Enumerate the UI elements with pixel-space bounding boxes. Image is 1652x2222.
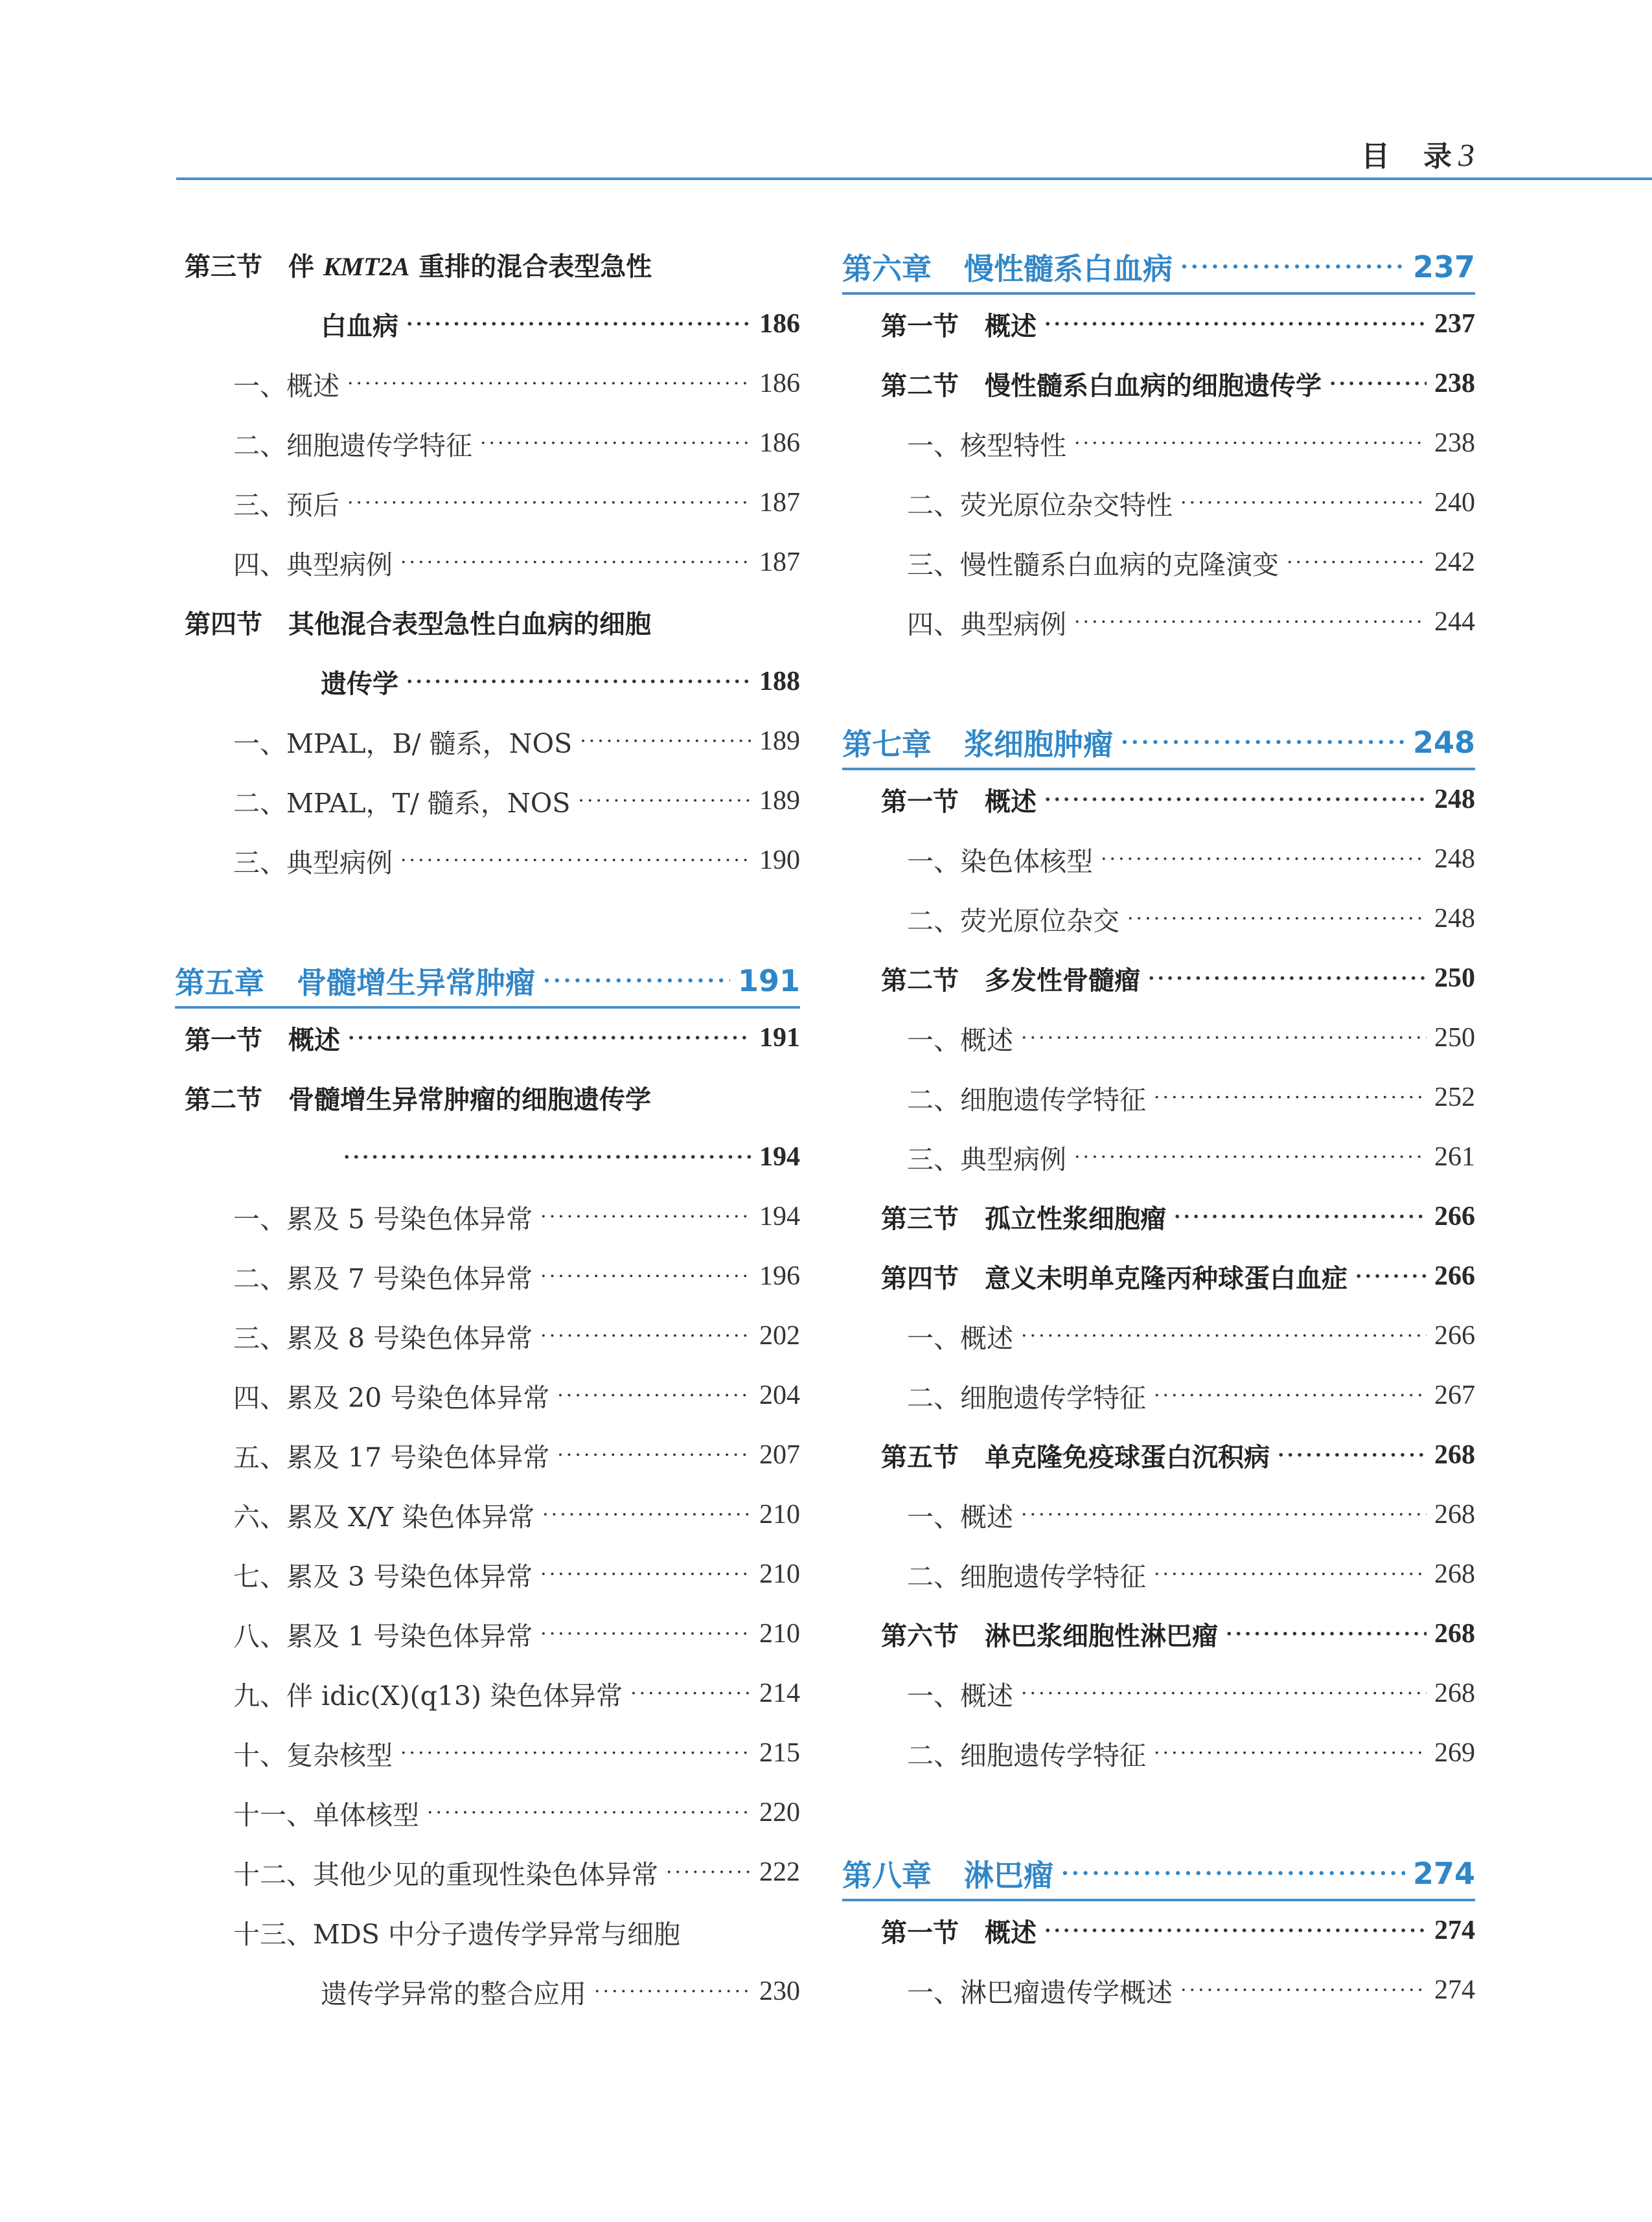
toc-ch7-section-2[interactable] — [881, 956, 1475, 1001]
page-number: 191 — [759, 1023, 800, 1053]
leader-dots — [542, 1504, 751, 1526]
entry-title: 一、核型特性 — [907, 430, 1066, 461]
toc-ch6-section-1[interactable] — [881, 301, 1475, 347]
leader-dots — [1044, 313, 1427, 336]
page-number: 268 — [1434, 1559, 1475, 1589]
leader-dots — [1180, 1979, 1427, 2002]
leader-dots — [630, 1682, 751, 1705]
page-number: 238 — [1434, 428, 1475, 458]
leader-dots — [543, 968, 730, 994]
page-number: 186 — [759, 309, 800, 339]
leader-dots — [400, 849, 751, 872]
page-number: 238 — [1434, 369, 1475, 398]
entry-label: 第一节 — [881, 1918, 959, 1948]
leader-dots — [427, 1802, 751, 1824]
toc-ch7-section-1[interactable] — [881, 777, 1475, 822]
entry-title: 二、细胞遗传学特征 — [907, 1084, 1146, 1116]
page-number: 266 — [1434, 1202, 1475, 1231]
leader-dots — [557, 1444, 751, 1467]
toc-item[interactable] — [233, 1492, 800, 1537]
entry-title: 一、染色体核型 — [907, 845, 1093, 877]
leader-dots — [1021, 1027, 1427, 1049]
toc-chapter-8[interactable] — [842, 1848, 1475, 1901]
toc-item[interactable] — [907, 1552, 1475, 1597]
leader-dots — [1154, 1563, 1427, 1586]
page-number: 248 — [1434, 844, 1475, 874]
leader-dots — [580, 730, 751, 753]
page-number: 210 — [759, 1500, 800, 1529]
leader-dots — [557, 1384, 751, 1407]
entry-title: 遗传学异常的整合应用 — [321, 1978, 586, 2010]
entry-title: 二、荧光原位杂交特性 — [907, 489, 1173, 521]
page-number: 274 — [1412, 1856, 1475, 1891]
page-number: 242 — [1434, 547, 1475, 577]
entry-title: 二、累及 7 号染色体异常 — [233, 1263, 533, 1294]
leader-dots — [1355, 1265, 1427, 1288]
leader-dots — [1021, 1504, 1427, 1526]
entry-title: 三、典型病例 — [233, 847, 393, 878]
leader-dots — [1074, 1146, 1427, 1169]
entry-title: 九、伴 idic(X)(q13) 染色体异常 — [233, 1680, 623, 1712]
entry-title: 第七章 浆细胞肿瘤 — [842, 727, 1113, 762]
entry-title: 三、典型病例 — [907, 1143, 1066, 1175]
page-number: 230 — [759, 1976, 800, 2006]
toc-ch8-section-1[interactable] — [881, 1908, 1475, 1953]
page-number: 250 — [1434, 963, 1475, 993]
entry-label: 第一节 — [881, 311, 959, 341]
leader-dots — [666, 1861, 751, 1884]
leader-dots — [400, 1742, 751, 1765]
toc-item[interactable] — [907, 420, 1475, 466]
leader-dots — [1121, 729, 1405, 755]
entry-title: 四、典型病例 — [907, 608, 1066, 640]
toc-item[interactable] — [233, 1313, 800, 1358]
page-number: 186 — [759, 428, 800, 458]
entry-label: 第一节 — [185, 1025, 262, 1055]
entry-title: 二、荧光原位杂交 — [907, 905, 1119, 937]
toc-ch7-section-6[interactable] — [881, 1611, 1475, 1656]
leader-dots — [347, 492, 751, 514]
page-number: 268 — [1434, 1678, 1475, 1708]
entry-title: 第三节 孤立性浆细胞瘤 — [881, 1204, 1166, 1234]
page-number: 190 — [759, 845, 800, 875]
page-number: 186 — [759, 369, 800, 398]
entry-title: 第一节 概述 — [881, 311, 1037, 341]
entry-title: 第四节 其他混合表型急性白血病的细胞 — [185, 609, 651, 639]
entry-title: 一、累及 5 号染色体异常 — [233, 1203, 533, 1235]
leader-dots — [1021, 1682, 1427, 1705]
toc-item[interactable] — [233, 1850, 800, 1895]
entry-title: 二、MPAL，T/ 髓系，NOS — [233, 787, 571, 819]
entry-title: 一、MPAL，B/ 髓系，NOS — [233, 727, 573, 759]
page-number: 194 — [759, 1142, 800, 1172]
entry-title: 六、累及 X/Y 染色体异常 — [233, 1501, 535, 1533]
entry-title: 白血病 — [321, 311, 398, 341]
toc-chapter-6[interactable] — [842, 242, 1475, 295]
entry-title: 第一节 概述 — [185, 1025, 340, 1055]
toc-chapter-5[interactable] — [175, 956, 800, 1009]
toc-item[interactable] — [907, 1313, 1475, 1358]
page-number: 215 — [759, 1738, 800, 1768]
entry-title: 第五节 单克隆免疫球蛋白沉积病 — [881, 1442, 1270, 1472]
leader-dots — [1148, 967, 1427, 990]
toc-item[interactable] — [907, 836, 1475, 882]
page-number: 267 — [1434, 1380, 1475, 1410]
page-number: 222 — [759, 1857, 800, 1887]
toc-ch7-section-5[interactable] — [881, 1432, 1475, 1478]
toc-item[interactable] — [233, 1611, 800, 1656]
page-number: 274 — [1434, 1916, 1475, 1945]
gene-name: KMT2A — [323, 251, 410, 281]
entry-title: 遗传学 — [321, 669, 398, 699]
leader-dots — [1180, 254, 1405, 280]
entry-title: 第一节 概述 — [881, 786, 1037, 817]
entry-title: 一、概述 — [907, 1322, 1013, 1354]
page-number: 248 — [1412, 725, 1475, 760]
section-label: 第三节 — [185, 251, 262, 282]
entry-title: 第二节 慢性髓系白血病的细胞遗传学 — [881, 371, 1322, 401]
toc-ch7-section-4[interactable] — [881, 1254, 1475, 1299]
leader-dots — [1226, 1623, 1427, 1645]
leader-dots — [1101, 848, 1427, 871]
toc-item[interactable] — [907, 1134, 1475, 1180]
entry-title: 二、细胞遗传学特征 — [907, 1739, 1146, 1771]
page-number: 269 — [1434, 1738, 1475, 1768]
entry-title: 四、累及 20 号染色体异常 — [233, 1382, 550, 1414]
page-number: 266 — [1434, 1321, 1475, 1351]
toc-item[interactable] — [907, 599, 1475, 645]
leader-dots — [1044, 1919, 1427, 1942]
entry-title: 第三节 伴 KMT2A 重排的混合表型急性 — [185, 251, 652, 282]
entry-label: 第六章 — [842, 251, 932, 286]
entry-title: 四、典型病例 — [233, 549, 393, 580]
leader-dots — [347, 372, 751, 395]
leader-dots — [578, 790, 751, 812]
toc-item[interactable] — [907, 896, 1475, 941]
toc-ch5-section-1[interactable] — [185, 1015, 800, 1060]
entry-title: 十三、MDS 中分子遗传学异常与细胞 — [233, 1918, 680, 1950]
toc-item[interactable] — [233, 1909, 800, 1954]
toc-item[interactable] — [907, 1967, 1475, 2013]
entry-title: 一、淋巴瘤遗传学概述 — [907, 1976, 1173, 2008]
entry-label: 第八章 — [842, 1858, 932, 1893]
entry-title: 第六章 慢性髓系白血病 — [842, 251, 1173, 286]
page-number: 240 — [1434, 488, 1475, 518]
page-number: 202 — [759, 1321, 800, 1351]
toc-item-cont[interactable] — [321, 1969, 800, 2014]
leader-dots — [406, 313, 751, 336]
entry-title: 第一节 概述 — [881, 1918, 1037, 1948]
entry-title: 三、累及 8 号染色体异常 — [233, 1322, 533, 1354]
header-title: 目 录 — [1361, 140, 1454, 173]
page-number: 214 — [759, 1678, 800, 1708]
leader-dots — [540, 1623, 751, 1645]
leader-dots — [1074, 611, 1427, 634]
entry-title: 三、预后 — [233, 489, 339, 521]
leader-dots — [480, 432, 751, 455]
page-number: 196 — [759, 1261, 800, 1291]
entry-title: 三、慢性髓系白血病的克隆演变 — [907, 549, 1279, 580]
entry-title: 二、细胞遗传学特征 — [233, 430, 472, 461]
toc-item[interactable] — [233, 778, 800, 823]
header-page-number: 3 — [1458, 137, 1477, 173]
leader-dots — [540, 1563, 751, 1586]
page-number: 187 — [759, 488, 800, 518]
leader-dots — [1174, 1206, 1427, 1228]
page-number: 248 — [1434, 785, 1475, 814]
header-rule — [176, 178, 1652, 180]
toc-item[interactable] — [233, 480, 800, 525]
toc-item[interactable] — [233, 1373, 800, 1418]
entry-title: 五、累及 17 号染色体异常 — [233, 1441, 550, 1473]
page-number: 204 — [759, 1380, 800, 1410]
leader-dots — [594, 1980, 751, 2003]
page-number: 244 — [1434, 607, 1475, 637]
page-number: 237 — [1434, 309, 1475, 339]
page-number: 189 — [759, 726, 800, 756]
toc-section-3-cont[interactable] — [321, 301, 800, 347]
toc-item[interactable] — [233, 838, 800, 883]
running-header — [1361, 133, 1477, 174]
toc-ch5-section-2-cont[interactable] — [343, 1134, 800, 1180]
leader-dots — [1127, 908, 1427, 930]
page-number: 210 — [759, 1619, 800, 1649]
entry-title: 十、复杂核型 — [233, 1739, 393, 1771]
entry-label: 第二节 — [881, 371, 959, 401]
toc-chapter-7[interactable] — [842, 717, 1475, 770]
entry-title: 七、累及 3 号染色体异常 — [233, 1561, 533, 1592]
toc-ch6-section-2[interactable] — [881, 361, 1475, 406]
toc-item[interactable] — [907, 540, 1475, 585]
page-number: 210 — [759, 1559, 800, 1589]
entry-label: 第六节 — [881, 1621, 959, 1651]
entry-label: 第四节 — [881, 1263, 959, 1294]
toc-item[interactable] — [907, 1015, 1475, 1060]
entry-title: 八、累及 1 号染色体异常 — [233, 1620, 533, 1652]
page-number: 274 — [1434, 1975, 1475, 2005]
toc-item[interactable] — [233, 361, 800, 406]
entry-label: 第二节 — [881, 965, 959, 996]
toc-item[interactable] — [233, 1790, 800, 1835]
toc-item[interactable] — [233, 1671, 800, 1716]
leader-dots — [1278, 1444, 1427, 1467]
page-number: 268 — [1434, 1619, 1475, 1649]
page-number: 261 — [1434, 1142, 1475, 1172]
leader-dots — [1061, 1861, 1405, 1886]
entry-label: 第七章 — [842, 727, 932, 762]
entry-title: 一、概述 — [907, 1501, 1013, 1533]
entry-title: 第六节 淋巴浆细胞性淋巴瘤 — [881, 1621, 1218, 1651]
entry-label: 第三节 — [881, 1204, 959, 1234]
leader-dots — [1329, 372, 1427, 395]
toc-ch5-section-2[interactable] — [185, 1075, 800, 1120]
entry-label: 第四节 — [185, 609, 262, 639]
toc-item[interactable] — [233, 1552, 800, 1597]
leader-dots — [1154, 1742, 1427, 1765]
page-number: 187 — [759, 547, 800, 577]
entry-title: 一、概述 — [907, 1024, 1013, 1056]
leader-dots — [348, 1027, 751, 1049]
toc-item[interactable] — [907, 1075, 1475, 1120]
entry-title: 第八章 淋巴瘤 — [842, 1858, 1053, 1893]
leader-dots — [540, 1265, 751, 1288]
leader-dots — [1287, 551, 1427, 574]
toc-ch7-section-3[interactable] — [881, 1194, 1475, 1239]
toc-item[interactable] — [233, 420, 800, 466]
page-number: 188 — [759, 667, 800, 696]
page-number: 268 — [1434, 1500, 1475, 1529]
page-number: 252 — [1434, 1082, 1475, 1112]
entry-label: 第五章 — [175, 965, 264, 1000]
entry-title: 二、细胞遗传学特征 — [907, 1382, 1146, 1414]
entry-title: 第五章 骨髓增生异常肿瘤 — [175, 965, 535, 1000]
leader-dots — [1044, 788, 1427, 811]
leader-dots — [1180, 492, 1427, 514]
leader-dots — [1074, 432, 1427, 455]
page-number: 237 — [1412, 249, 1475, 284]
entry-label: 第一节 — [881, 786, 959, 817]
entry-title: 一、概述 — [233, 370, 339, 402]
toc-item[interactable] — [233, 1730, 800, 1776]
entry-title: 二、细胞遗传学特征 — [907, 1561, 1146, 1592]
leader-dots — [540, 1325, 751, 1347]
toc-item[interactable] — [907, 1373, 1475, 1418]
toc-section-4[interactable] — [185, 599, 800, 645]
leader-dots — [406, 670, 751, 693]
entry-label: 第五节 — [881, 1442, 959, 1472]
toc-section-4-cont[interactable] — [321, 659, 800, 704]
page-number: 191 — [737, 963, 800, 998]
entry-title: 第四节 意义未明单克隆丙种球蛋白血症 — [881, 1263, 1348, 1294]
toc-item[interactable] — [233, 1194, 800, 1239]
entry-title: 一、概述 — [907, 1680, 1013, 1712]
leader-dots — [343, 1146, 751, 1169]
page-number: 194 — [759, 1202, 800, 1231]
toc-item[interactable] — [907, 1671, 1475, 1716]
leader-dots — [1154, 1384, 1427, 1407]
leader-dots — [540, 1206, 751, 1228]
page-number: 220 — [759, 1798, 800, 1827]
page-number: 248 — [1434, 904, 1475, 933]
toc-item[interactable] — [233, 718, 800, 764]
entry-label: 第二节 — [185, 1084, 262, 1115]
toc-item[interactable] — [233, 1432, 800, 1478]
page-number: 266 — [1434, 1261, 1475, 1291]
page-number: 250 — [1434, 1023, 1475, 1053]
page-number: 207 — [759, 1440, 800, 1470]
toc-item[interactable] — [907, 1492, 1475, 1537]
toc-section-3[interactable] — [185, 242, 800, 287]
toc-item[interactable] — [233, 1254, 800, 1299]
entry-title: 第二节 骨髓增生异常肿瘤的细胞遗传学 — [185, 1084, 651, 1115]
leader-dots — [400, 551, 751, 574]
entry-title: 十一、单体核型 — [233, 1799, 419, 1831]
leader-dots — [1021, 1325, 1427, 1347]
leader-dots — [1154, 1086, 1427, 1109]
toc-item[interactable] — [233, 540, 800, 585]
toc-item[interactable] — [907, 480, 1475, 525]
entry-title: 第二节 多发性骨髓瘤 — [881, 965, 1140, 996]
page-number: 189 — [759, 786, 800, 816]
page-number: 268 — [1434, 1440, 1475, 1470]
toc-item[interactable] — [907, 1730, 1475, 1776]
entry-title: 十二、其他少见的重现性染色体异常 — [233, 1859, 658, 1890]
